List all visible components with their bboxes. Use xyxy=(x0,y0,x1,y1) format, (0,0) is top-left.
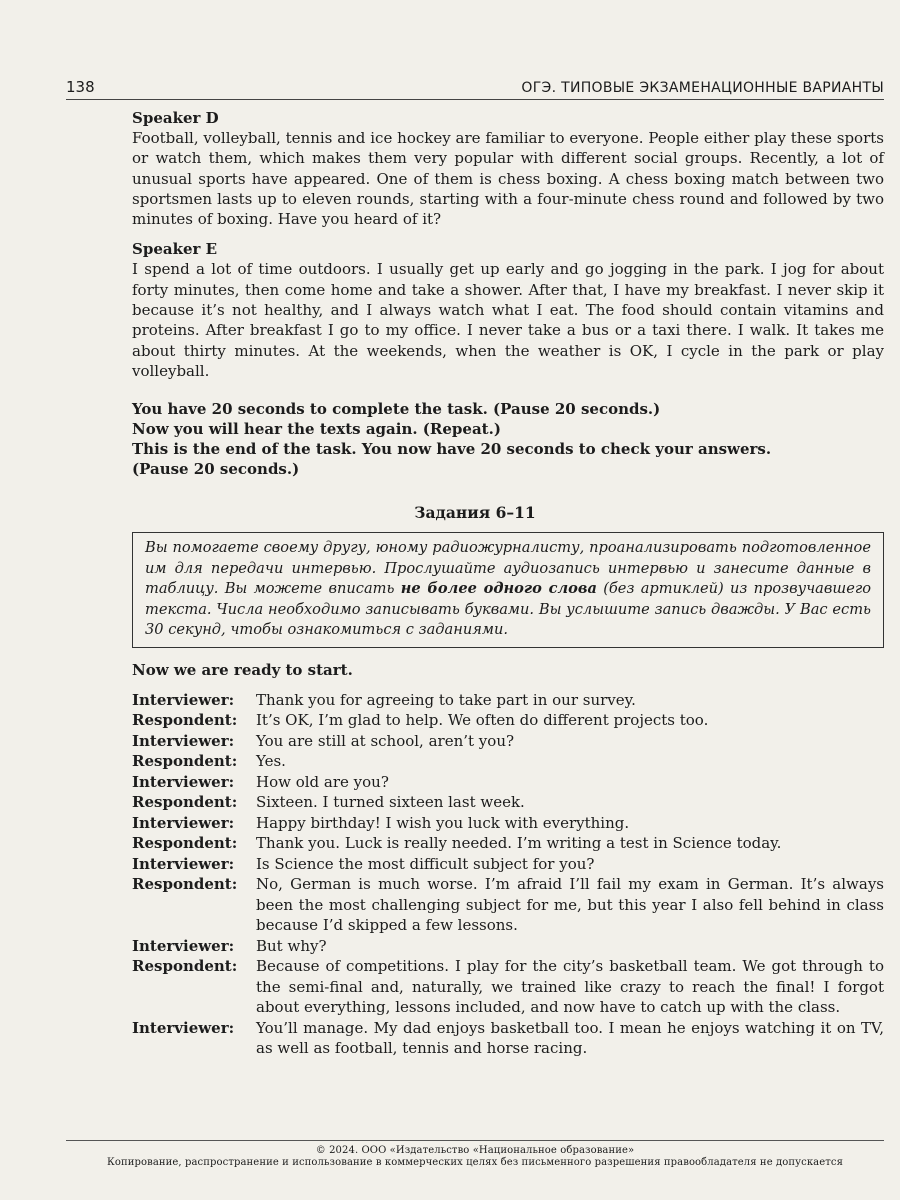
dialogue-row xyxy=(132,792,884,813)
dialogue-line: Thank you for agreeing to take part in our survey. xyxy=(256,690,636,709)
page-content xyxy=(132,108,884,1059)
dialogue-line: Because of competitions. I play for the city’s basketball team. We got through to the semi-final and, naturally, we trained like crazy to reach the final! I forgot about everything, lessons included, and now have to catch up with the class. xyxy=(256,957,884,1017)
dialogue-row xyxy=(132,751,884,772)
listening-instructions xyxy=(132,399,884,479)
instruction-line: Now you will hear the texts again. (Repeat.) xyxy=(132,420,501,439)
speaker-role: Interviewer: xyxy=(132,936,235,955)
page-header xyxy=(66,74,884,100)
speaker-text: Football, volleyball, tennis and ice hockey are familiar to everyone. People either play these sports or watch them, which makes them very popular with different social groups. Recently, a lot of unusual sports have appeared. One of them is chess boxing. A chess boxing match between two sportsmen lasts up to eleven rounds, starting with a four-minute chess round and followed by two minutes of boxing. Have you heard of it? xyxy=(132,129,884,229)
dialogue-line: Thank you. Luck is really needed. I’m writing a test in Science today. xyxy=(256,834,782,853)
dialogue-line: Is Science the most difficult subject for you? xyxy=(256,854,595,873)
task-description-box xyxy=(132,532,884,648)
dialogue-row xyxy=(132,956,884,1018)
running-title: ОГЭ. ТИПОВЫЕ ЭКЗАМЕНАЦИОННЫЕ ВАРИАНТЫ xyxy=(521,80,884,96)
page-number: 138 xyxy=(66,78,95,96)
copyright-line: © 2024. ООО «Издательство «Национальное образование» xyxy=(315,1145,635,1156)
ready-line: Now we are ready to start. xyxy=(132,660,353,679)
speaker-label: Speaker E xyxy=(132,240,218,259)
dialogue-line: No, German is much worse. I’m afraid I’ll fail my exam in German. It’s always been the most challenging subject for me, but this year I also fell behind in class because I’d skipped a few lessons. xyxy=(256,875,884,935)
speaker-role: Respondent: xyxy=(132,957,238,976)
dialogue-line: How old are you? xyxy=(256,772,389,791)
speaker-role: Interviewer: xyxy=(132,772,235,791)
dialogue-row xyxy=(132,833,884,854)
task-text: Вы помогаете своему другу, юному радиожурналисту, проанализировать подготовленное им для передачи интервью. Прослушайте аудиозапись интервью и занесите данные в таблицу. Вы можете вписать xyxy=(145,539,871,598)
speaker-role: Respondent: xyxy=(132,752,238,771)
dialogue-row xyxy=(132,874,884,936)
dialogue-row xyxy=(132,731,884,752)
dialogue-row xyxy=(132,854,884,875)
speaker-label: Speaker D xyxy=(132,109,219,127)
dialogue-line: But why? xyxy=(256,936,327,955)
instruction-line: You have 20 seconds to complete the task. (Pause 20 seconds.) xyxy=(132,400,661,419)
speaker-role: Interviewer: xyxy=(132,690,235,709)
dialogue-row xyxy=(132,1018,884,1059)
copyright-notice: Копирование, распространение и использование в коммерческих целях без письменного разрешения правообладателя не допускается xyxy=(106,1157,843,1168)
speaker-role: Interviewer: xyxy=(132,731,235,750)
speaker-role: Interviewer: xyxy=(132,813,235,832)
speaker-d-block xyxy=(132,108,884,229)
dialogue-line: Sixteen. I turned sixteen last week. xyxy=(256,793,525,812)
speaker-role: Interviewer: xyxy=(132,1018,235,1037)
speaker-text: I spend a lot of time outdoors. I usually get up early and go jogging in the park. I jog for about forty minutes, then come home and take a shower. After that, I have my breakfast. I never skip it because it’s not healthy, and I always watch what I eat. The food should contain vitamins and proteins. After breakfast I go to my office. I never take a bus or a taxi there. I walk. It takes me about thirty minutes. At the weekends, when the weather is OK, I cycle in the park or play volleyball. xyxy=(132,260,884,380)
page-footer xyxy=(66,1140,884,1169)
dialogue-row xyxy=(132,690,884,711)
instruction-line: This is the end of the task. You now have 20 seconds to check your answers. xyxy=(132,440,772,459)
dialogue-line: You’ll manage. My dad enjoys basketball too. I mean he enjoys watching it on TV, as well as football, tennis and horse racing. xyxy=(256,1018,884,1058)
dialogue-line: It’s OK, I’m glad to help. We often do different projects too. xyxy=(256,711,709,730)
instruction-line: (Pause 20 seconds.) xyxy=(132,460,300,479)
dialogue-row xyxy=(132,710,884,731)
speaker-role: Respondent: xyxy=(132,875,238,894)
speaker-role: Respondent: xyxy=(132,711,238,730)
dialogue-line: You are still at school, aren’t you? xyxy=(256,731,515,750)
dialogue-line: Happy birthday! I wish you luck with everything. xyxy=(256,813,630,832)
task-title: Задания 6–11 xyxy=(414,503,536,523)
dialogue-row xyxy=(132,772,884,793)
dialogue-line: Yes. xyxy=(256,752,286,771)
dialogue xyxy=(132,690,884,1059)
speaker-e-block xyxy=(132,239,884,381)
dialogue-row xyxy=(132,813,884,834)
dialogue-row xyxy=(132,936,884,957)
task-text: (без артиклей) из прозвучавшего текста. Числа необходимо записывать буквами. Вы услышите запись дважды. У Вас есть 30 секунд, чтобы ознакомиться с заданиями. xyxy=(145,580,871,639)
task-emphasis: не более одного слова xyxy=(400,580,597,598)
speaker-role: Interviewer: xyxy=(132,854,235,873)
speaker-role: Respondent: xyxy=(132,793,238,812)
speaker-role: Respondent: xyxy=(132,834,238,853)
